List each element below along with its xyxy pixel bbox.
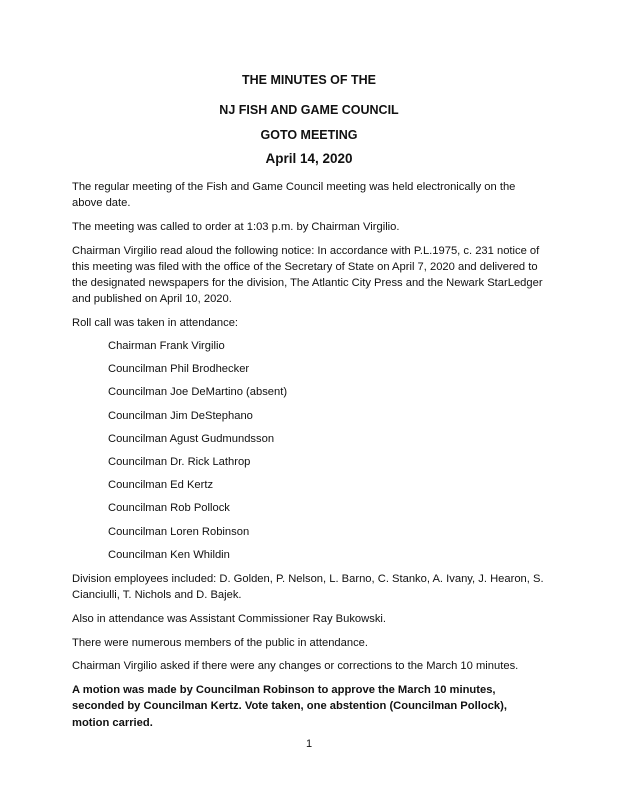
roll-call-list [72,339,546,563]
list-item: Councilman Agust Gudmundsson [108,432,275,445]
title-line-2: NJ FISH AND GAME COUNCIL [219,103,399,117]
title-line-3: GOTO MEETING [260,128,358,142]
paragraph-motion: A motion was made by Councilman Robinson to approve the March 10 minutes, seconded by Councilman Kertz. Vote taken, one abstention (Councilman Pollock), motion carried. [72,684,507,729]
list-item: Chairman Frank Virgilio [108,340,225,352]
paragraph-assistant-commissioner: Also in attendance was Assistant Commissioner Ray Bukowski. [72,612,387,625]
paragraph-public-attendance: There were numerous members of the public in attendance. [72,636,369,649]
list-item: Councilman Phil Brodhecker [108,363,250,376]
list-item: Councilman Jim DeStephano [108,409,253,422]
list-item: Councilman Ken Whildin [108,548,230,561]
page-number: 1 [305,738,313,750]
paragraph-notice: Chairman Virgilio read aloud the following notice: In accordance with P.L.1975, c. 231 notice of this meeting was filed with the office of the Secretary of State on April 7, 2020 and delivered to the designated newspapers for the division, The Atlantic City Press and the Newark StarLedger and published on April 10, 2020. [72,244,543,306]
paragraph-called-to-order: The meeting was called to order at 1:03 p.m. by Chairman Virgilio. [72,221,400,233]
title-line-1: THE MINUTES OF THE [241,73,377,87]
list-item: Councilman Loren Robinson [108,525,250,538]
paragraph-roll-call-intro: Roll call was taken in attendance: [72,317,239,330]
list-item: Councilman Dr. Rick Lathrop [108,455,251,468]
paragraph-meeting-held: The regular meeting of the Fish and Game Council meeting was held electronically on the above date. [72,181,516,210]
list-item: Councilman Rob Pollock [108,502,230,515]
list-item: Councilman Joe DeMartino (absent) [108,386,288,399]
meeting-date: April 14, 2020 [265,151,353,166]
paragraph-division-employees: Division employees included: D. Golden, P. Nelson, L. Barno, C. Stanko, A. Ivany, J. Hearon, S. Cianciulli, T. Nichols and D. Bajek. [72,572,544,602]
minutes-body [72,179,546,738]
list-item: Councilman Ed Kertz [108,479,214,492]
paragraph-minutes-corrections: Chairman Virgilio asked if there were any changes or corrections to the March 10 minutes. [72,660,519,673]
